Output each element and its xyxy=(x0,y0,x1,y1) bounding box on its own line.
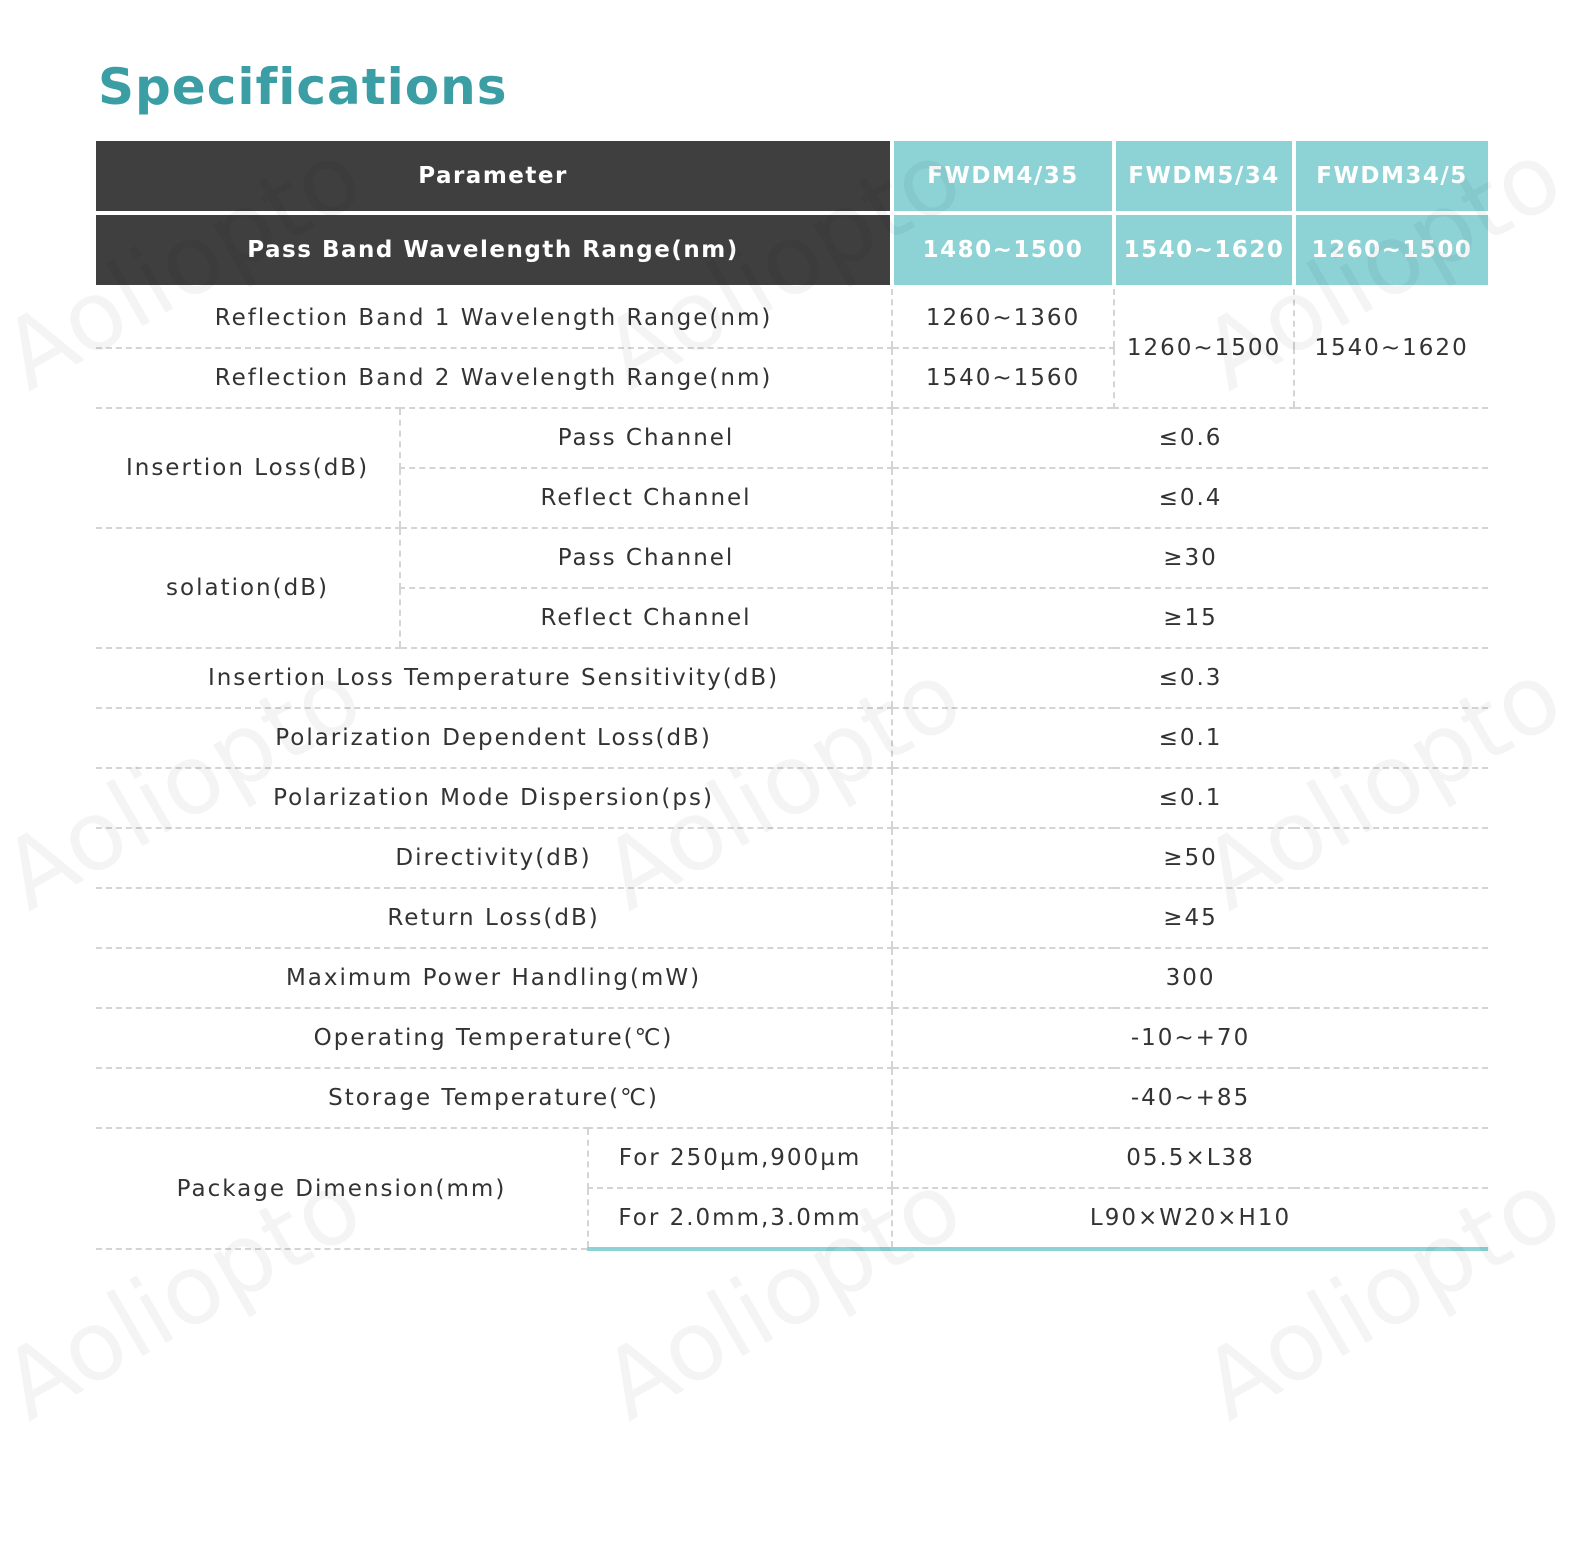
package-sub1-value: 05.5×L38 xyxy=(892,1128,1488,1188)
pass-band-fwdm5-34: 1540~1620 xyxy=(1114,213,1294,287)
reflection-band-1-label: Reflection Band 1 Wavelength Range(nm) xyxy=(96,287,892,348)
row-value: -40~+85 xyxy=(892,1068,1488,1128)
isolation-label: solation(dB) xyxy=(96,528,400,648)
table-row xyxy=(96,1068,1488,1128)
header-model-fwdm4-35: FWDM4/35 xyxy=(892,141,1114,213)
package-dimension-label: Package Dimension(mm) xyxy=(96,1128,588,1249)
table-row xyxy=(96,888,1488,948)
table-row xyxy=(96,948,1488,1008)
table-row xyxy=(96,648,1488,708)
table-row xyxy=(96,1128,1488,1188)
isolation-pass-label: Pass Channel xyxy=(400,528,892,588)
pass-band-fwdm34-5: 1260~1500 xyxy=(1294,213,1488,287)
row-value: ≤0.3 xyxy=(892,648,1488,708)
pass-band-fwdm4-35: 1480~1500 xyxy=(892,213,1114,287)
table-row xyxy=(96,828,1488,888)
row-value: 300 xyxy=(892,948,1488,1008)
row-label: Directivity(dB) xyxy=(96,828,892,888)
header-model-fwdm34-5: FWDM34/5 xyxy=(1294,141,1488,213)
header-model-fwdm5-34: FWDM5/34 xyxy=(1114,141,1294,213)
table-row xyxy=(96,1008,1488,1068)
table-row xyxy=(96,287,1488,348)
reflection-fwdm5-34: 1260~1500 xyxy=(1114,287,1294,408)
insertion-loss-reflect-value: ≤0.4 xyxy=(892,468,1488,528)
table-header-row xyxy=(96,141,1488,213)
insertion-loss-label: Insertion Loss(dB) xyxy=(96,408,400,528)
row-label: Polarization Dependent Loss(dB) xyxy=(96,708,892,768)
insertion-loss-pass-label: Pass Channel xyxy=(400,408,892,468)
package-sub1-label: For 250µm,900µm xyxy=(588,1128,892,1188)
table-row xyxy=(96,768,1488,828)
page-title: Specifications xyxy=(98,58,508,116)
isolation-pass-value: ≥30 xyxy=(892,528,1488,588)
row-value: -10~+70 xyxy=(892,1008,1488,1068)
row-label: Polarization Mode Dispersion(ps) xyxy=(96,768,892,828)
isolation-reflect-label: Reflect Channel xyxy=(400,588,892,648)
row-label: Insertion Loss Temperature Sensitivity(dB) xyxy=(96,648,892,708)
insertion-loss-reflect-label: Reflect Channel xyxy=(400,468,892,528)
isolation-reflect-value: ≥15 xyxy=(892,588,1488,648)
row-value: ≥50 xyxy=(892,828,1488,888)
pass-band-row xyxy=(96,213,1488,287)
row-value: ≤0.1 xyxy=(892,708,1488,768)
reflection-fwdm34-5: 1540~1620 xyxy=(1294,287,1488,408)
row-value: ≤0.1 xyxy=(892,768,1488,828)
row-value: ≥45 xyxy=(892,888,1488,948)
pass-band-label: Pass Band Wavelength Range(nm) xyxy=(96,213,892,287)
row-label: Return Loss(dB) xyxy=(96,888,892,948)
reflection-band-1-fwdm4-35: 1260~1360 xyxy=(892,287,1114,348)
table-row xyxy=(96,708,1488,768)
header-parameter: Parameter xyxy=(96,141,892,213)
package-sub2-value: L90×W20×H10 xyxy=(892,1188,1488,1249)
reflection-band-2-fwdm4-35: 1540~1560 xyxy=(892,348,1114,408)
row-label: Maximum Power Handling(mW) xyxy=(96,948,892,1008)
specifications-table xyxy=(96,141,1488,1251)
table-row xyxy=(96,528,1488,588)
row-label: Operating Temperature(℃) xyxy=(96,1008,892,1068)
row-label: Storage Temperature(℃) xyxy=(96,1068,892,1128)
reflection-band-2-label: Reflection Band 2 Wavelength Range(nm) xyxy=(96,348,892,408)
table-row xyxy=(96,408,1488,468)
insertion-loss-pass-value: ≤0.6 xyxy=(892,408,1488,468)
package-sub2-label: For 2.0mm,3.0mm xyxy=(588,1188,892,1249)
